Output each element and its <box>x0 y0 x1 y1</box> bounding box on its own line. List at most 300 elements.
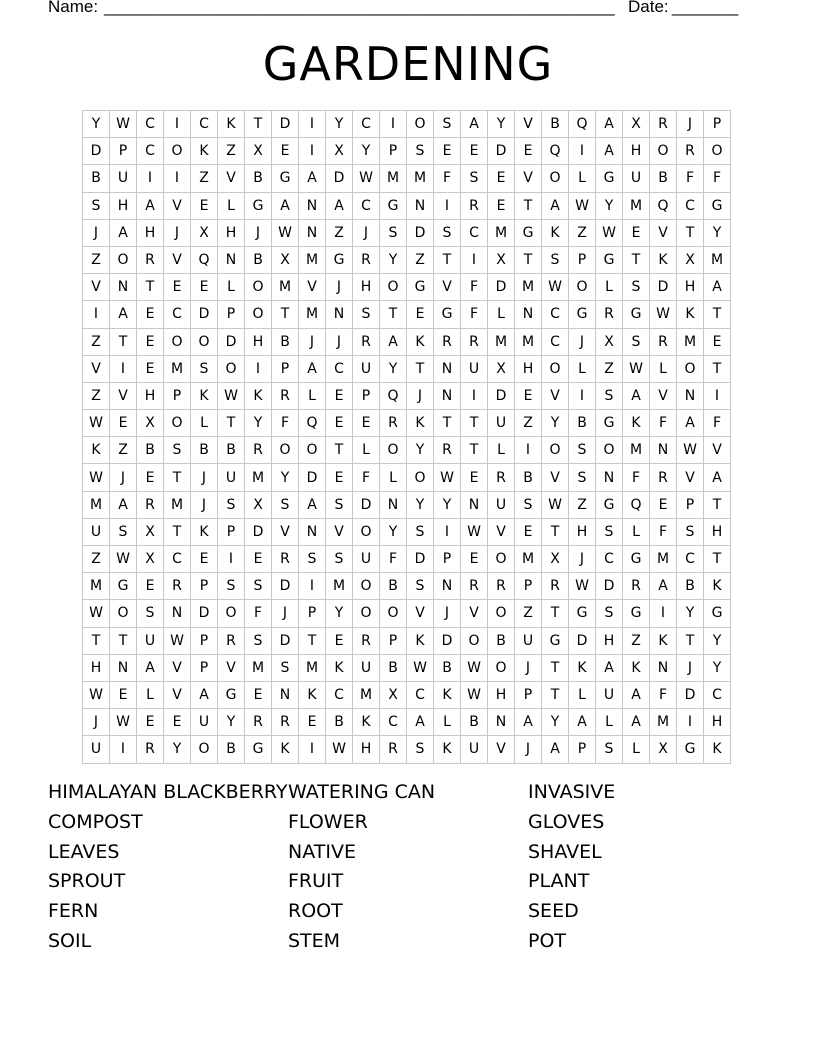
grid-cell: J <box>299 329 326 356</box>
grid-cell: W <box>110 709 137 736</box>
grid-cell: R <box>245 709 272 736</box>
grid-cell: A <box>677 410 704 437</box>
grid-cell: Z <box>110 437 137 464</box>
grid-cell: X <box>245 492 272 519</box>
grid-cell: E <box>326 383 353 410</box>
grid-cell: H <box>353 274 380 301</box>
grid-cell: G <box>542 628 569 655</box>
grid-cell: I <box>137 165 164 192</box>
grid-cell: M <box>407 165 434 192</box>
grid-cell: Y <box>596 193 623 220</box>
grid-cell: L <box>569 356 596 383</box>
word-list-item: SOIL <box>48 929 92 952</box>
grid-cell: U <box>596 682 623 709</box>
grid-cell: T <box>623 247 650 274</box>
grid-cell: J <box>272 600 299 627</box>
grid-cell: K <box>272 736 299 763</box>
grid-cell: I <box>83 301 110 328</box>
grid-cell: L <box>218 274 245 301</box>
grid-cell: J <box>434 600 461 627</box>
grid-cell: Y <box>353 138 380 165</box>
grid-cell: S <box>407 573 434 600</box>
grid-cell: Z <box>623 628 650 655</box>
grid-cell: X <box>272 247 299 274</box>
grid-cell: S <box>596 736 623 763</box>
grid-cell: P <box>299 600 326 627</box>
name-blank-line: ______________________________________________________ <box>104 0 615 16</box>
grid-cell: L <box>596 274 623 301</box>
grid-cell: W <box>164 628 191 655</box>
grid-cell: M <box>299 247 326 274</box>
grid-cell: O <box>272 437 299 464</box>
grid-cell: B <box>380 573 407 600</box>
grid-cell: V <box>164 655 191 682</box>
grid-cell: G <box>596 165 623 192</box>
grid-cell: N <box>110 274 137 301</box>
grid-cell: S <box>623 329 650 356</box>
grid-cell: E <box>191 546 218 573</box>
grid-cell: A <box>110 301 137 328</box>
grid-cell: A <box>137 655 164 682</box>
grid-cell: S <box>434 111 461 138</box>
grid-cell: U <box>461 736 488 763</box>
grid-cell: B <box>515 464 542 491</box>
grid-cell: X <box>488 356 515 383</box>
word-list-item: STEM <box>288 929 341 952</box>
grid-cell: Y <box>677 600 704 627</box>
grid-cell: E <box>164 274 191 301</box>
grid-cell: D <box>596 573 623 600</box>
grid-cell: B <box>461 709 488 736</box>
grid-cell: S <box>542 247 569 274</box>
grid-cell: F <box>650 519 677 546</box>
grid-cell: T <box>272 301 299 328</box>
grid-cell: S <box>218 573 245 600</box>
grid-cell: H <box>137 383 164 410</box>
grid-cell: V <box>704 437 731 464</box>
grid-cell: M <box>515 329 542 356</box>
grid-cell: S <box>110 519 137 546</box>
name-label: Name: <box>48 0 99 16</box>
grid-cell: M <box>299 655 326 682</box>
grid-cell: M <box>83 573 110 600</box>
grid-cell: T <box>326 437 353 464</box>
grid-cell: O <box>461 628 488 655</box>
grid-cell: A <box>110 492 137 519</box>
grid-cell: E <box>137 356 164 383</box>
grid-cell: Q <box>191 247 218 274</box>
grid-cell: R <box>623 573 650 600</box>
grid-cell: R <box>353 247 380 274</box>
grid-cell: N <box>650 655 677 682</box>
grid-cell: D <box>326 165 353 192</box>
grid-cell: C <box>164 546 191 573</box>
grid-cell: K <box>407 628 434 655</box>
grid-cell: T <box>434 247 461 274</box>
grid-cell: I <box>110 356 137 383</box>
grid-cell: J <box>515 736 542 763</box>
grid-cell: F <box>380 546 407 573</box>
grid-cell: Z <box>83 329 110 356</box>
grid-cell: S <box>137 600 164 627</box>
grid-cell: Y <box>272 464 299 491</box>
grid-cell: Y <box>326 111 353 138</box>
grid-cell: O <box>380 600 407 627</box>
grid-cell: R <box>137 736 164 763</box>
grid-cell: C <box>137 111 164 138</box>
grid-cell: T <box>677 628 704 655</box>
grid-cell: S <box>596 383 623 410</box>
grid-cell: N <box>326 301 353 328</box>
grid-cell: G <box>677 736 704 763</box>
grid-cell: B <box>542 111 569 138</box>
grid-cell: J <box>83 220 110 247</box>
grid-cell: T <box>164 464 191 491</box>
grid-cell: E <box>272 138 299 165</box>
grid-cell: H <box>704 709 731 736</box>
grid-cell: R <box>488 464 515 491</box>
grid-cell: V <box>650 220 677 247</box>
grid-cell: U <box>353 546 380 573</box>
grid-cell: V <box>272 519 299 546</box>
grid-cell: K <box>677 301 704 328</box>
grid-cell: T <box>245 111 272 138</box>
grid-cell: O <box>299 437 326 464</box>
grid-cell: I <box>434 193 461 220</box>
grid-cell: I <box>704 383 731 410</box>
grid-cell: T <box>299 628 326 655</box>
grid-cell: E <box>110 682 137 709</box>
grid-cell: Y <box>380 519 407 546</box>
grid-cell: X <box>677 247 704 274</box>
grid-cell: R <box>272 709 299 736</box>
grid-cell: T <box>461 437 488 464</box>
grid-cell: W <box>326 736 353 763</box>
grid-cell: R <box>650 464 677 491</box>
grid-cell: E <box>623 220 650 247</box>
grid-cell: W <box>218 383 245 410</box>
grid-cell: Z <box>596 356 623 383</box>
grid-cell: O <box>542 437 569 464</box>
grid-cell: V <box>488 519 515 546</box>
grid-cell: Y <box>380 247 407 274</box>
grid-cell: O <box>650 138 677 165</box>
grid-cell: I <box>380 111 407 138</box>
grid-cell: K <box>704 736 731 763</box>
grid-cell: S <box>272 655 299 682</box>
grid-cell: A <box>542 193 569 220</box>
grid-cell: Y <box>407 492 434 519</box>
word-search-grid <box>82 110 731 764</box>
grid-cell: E <box>137 301 164 328</box>
grid-cell: E <box>515 383 542 410</box>
grid-cell: V <box>218 165 245 192</box>
grid-cell: T <box>380 301 407 328</box>
grid-cell: D <box>299 464 326 491</box>
grid-cell: O <box>164 410 191 437</box>
grid-cell: K <box>245 383 272 410</box>
grid-cell: K <box>299 682 326 709</box>
grid-cell: D <box>272 628 299 655</box>
grid-cell: R <box>596 301 623 328</box>
grid-cell: M <box>83 492 110 519</box>
grid-cell: I <box>515 437 542 464</box>
grid-cell: G <box>434 301 461 328</box>
grid-cell: K <box>218 111 245 138</box>
grid-cell: B <box>191 437 218 464</box>
grid-cell: B <box>650 165 677 192</box>
grid-cell: N <box>596 464 623 491</box>
grid-cell: O <box>164 329 191 356</box>
grid-cell: C <box>542 301 569 328</box>
grid-cell: R <box>434 437 461 464</box>
grid-cell: Y <box>542 709 569 736</box>
grid-cell: S <box>218 492 245 519</box>
grid-cell: N <box>272 682 299 709</box>
grid-cell: E <box>353 410 380 437</box>
grid-cell: J <box>569 329 596 356</box>
grid-cell: X <box>380 682 407 709</box>
grid-cell: R <box>677 138 704 165</box>
word-list-item: FERN <box>48 900 99 923</box>
grid-cell: S <box>407 736 434 763</box>
grid-cell: H <box>569 519 596 546</box>
grid-cell: O <box>218 600 245 627</box>
grid-cell: L <box>488 301 515 328</box>
grid-cell: X <box>488 247 515 274</box>
grid-cell: R <box>353 628 380 655</box>
grid-cell: J <box>353 220 380 247</box>
grid-cell: O <box>569 274 596 301</box>
grid-cell: G <box>704 600 731 627</box>
grid-cell: V <box>650 383 677 410</box>
grid-cell: R <box>542 573 569 600</box>
grid-cell: S <box>83 193 110 220</box>
grid-cell: O <box>380 274 407 301</box>
grid-cell: B <box>137 437 164 464</box>
grid-cell: K <box>704 573 731 600</box>
grid-cell: J <box>677 111 704 138</box>
grid-cell: H <box>137 220 164 247</box>
grid-cell: E <box>137 573 164 600</box>
grid-cell: S <box>245 628 272 655</box>
grid-cell: J <box>326 274 353 301</box>
grid-cell: B <box>326 709 353 736</box>
grid-cell: C <box>191 111 218 138</box>
word-list-item: SPROUT <box>48 870 126 893</box>
grid-cell: R <box>650 111 677 138</box>
grid-cell: S <box>191 356 218 383</box>
grid-cell: U <box>353 356 380 383</box>
grid-cell: R <box>353 329 380 356</box>
grid-cell: N <box>299 193 326 220</box>
grid-cell: W <box>596 220 623 247</box>
grid-cell: O <box>488 546 515 573</box>
grid-cell: V <box>461 600 488 627</box>
grid-cell: G <box>596 492 623 519</box>
grid-cell: Z <box>569 492 596 519</box>
grid-cell: N <box>515 301 542 328</box>
grid-cell: C <box>137 138 164 165</box>
grid-cell: P <box>272 356 299 383</box>
grid-cell: L <box>434 709 461 736</box>
grid-cell: F <box>245 600 272 627</box>
grid-cell: H <box>245 329 272 356</box>
grid-cell: P <box>191 655 218 682</box>
grid-cell: A <box>299 492 326 519</box>
grid-cell: Z <box>515 600 542 627</box>
grid-cell: K <box>623 655 650 682</box>
grid-cell: V <box>164 247 191 274</box>
grid-cell: K <box>191 138 218 165</box>
grid-cell: I <box>569 383 596 410</box>
grid-cell: G <box>218 682 245 709</box>
grid-cell: C <box>677 546 704 573</box>
grid-cell: O <box>596 437 623 464</box>
grid-cell: D <box>569 628 596 655</box>
grid-cell: W <box>650 301 677 328</box>
grid-cell: A <box>704 274 731 301</box>
header <box>48 0 748 19</box>
grid-cell: Y <box>704 628 731 655</box>
grid-cell: E <box>488 193 515 220</box>
grid-cell: K <box>407 329 434 356</box>
grid-cell: M <box>650 546 677 573</box>
grid-cell: F <box>461 274 488 301</box>
word-list-item: HIMALAYAN BLACKBERRY <box>48 781 288 803</box>
grid-cell: E <box>164 709 191 736</box>
grid-cell: I <box>677 709 704 736</box>
grid-cell: D <box>272 111 299 138</box>
grid-cell: D <box>353 492 380 519</box>
grid-cell: X <box>326 138 353 165</box>
grid-cell: C <box>326 682 353 709</box>
grid-cell: N <box>299 220 326 247</box>
grid-cell: K <box>542 220 569 247</box>
grid-cell: K <box>83 437 110 464</box>
grid-cell: E <box>137 709 164 736</box>
grid-cell: I <box>110 736 137 763</box>
grid-cell: V <box>83 274 110 301</box>
grid-cell: U <box>488 492 515 519</box>
grid-cell: J <box>191 492 218 519</box>
grid-cell: V <box>542 383 569 410</box>
grid-cell: O <box>380 437 407 464</box>
grid-cell: R <box>245 437 272 464</box>
grid-cell: E <box>326 464 353 491</box>
grid-cell: U <box>110 165 137 192</box>
grid-cell: Z <box>83 546 110 573</box>
grid-cell: Y <box>218 709 245 736</box>
grid-cell: N <box>110 655 137 682</box>
grid-cell: E <box>326 410 353 437</box>
grid-cell: V <box>299 274 326 301</box>
grid-cell: I <box>299 138 326 165</box>
grid-cell: H <box>704 519 731 546</box>
grid-cell: D <box>83 138 110 165</box>
grid-cell: R <box>272 383 299 410</box>
word-list-item: FRUIT <box>288 870 344 893</box>
grid-cell: I <box>164 111 191 138</box>
grid-cell: G <box>623 546 650 573</box>
grid-cell: X <box>245 138 272 165</box>
grid-cell: W <box>110 111 137 138</box>
grid-cell: I <box>461 247 488 274</box>
grid-cell: X <box>137 519 164 546</box>
word-list-item: NATIVE <box>288 840 356 863</box>
grid-cell: P <box>191 628 218 655</box>
grid-cell: Z <box>191 165 218 192</box>
grid-cell: M <box>299 301 326 328</box>
grid-cell: L <box>623 519 650 546</box>
grid-cell: W <box>461 655 488 682</box>
grid-cell: S <box>245 573 272 600</box>
grid-cell: Y <box>83 111 110 138</box>
grid-cell: V <box>326 519 353 546</box>
grid-cell: W <box>434 464 461 491</box>
grid-cell: M <box>650 709 677 736</box>
grid-cell: E <box>326 628 353 655</box>
grid-cell: S <box>326 492 353 519</box>
grid-cell: H <box>110 193 137 220</box>
grid-cell: C <box>596 546 623 573</box>
grid-cell: D <box>407 546 434 573</box>
word-list-item: LEAVES <box>48 840 120 863</box>
grid-cell: P <box>677 492 704 519</box>
grid-cell: S <box>596 519 623 546</box>
grid-cell: B <box>677 573 704 600</box>
grid-cell: V <box>434 274 461 301</box>
grid-cell: F <box>677 165 704 192</box>
grid-cell: M <box>677 329 704 356</box>
grid-cell: G <box>380 193 407 220</box>
grid-cell: A <box>191 682 218 709</box>
grid-cell: D <box>488 138 515 165</box>
grid-cell: X <box>137 410 164 437</box>
grid-cell: Y <box>488 111 515 138</box>
grid-cell: G <box>704 193 731 220</box>
grid-cell: T <box>542 682 569 709</box>
word-list <box>48 778 768 957</box>
grid-cell: S <box>596 600 623 627</box>
grid-cell: O <box>488 600 515 627</box>
date-label: Date: <box>628 0 669 16</box>
grid-cell: O <box>704 138 731 165</box>
grid-cell: I <box>299 736 326 763</box>
grid-cell: T <box>542 600 569 627</box>
grid-cell: Z <box>83 383 110 410</box>
grid-cell: V <box>83 356 110 383</box>
grid-cell: W <box>461 519 488 546</box>
grid-cell: M <box>353 682 380 709</box>
grid-cell: J <box>569 546 596 573</box>
grid-cell: X <box>650 736 677 763</box>
grid-cell: M <box>245 655 272 682</box>
grid-cell: U <box>515 628 542 655</box>
grid-cell: E <box>515 138 542 165</box>
grid-cell: F <box>704 410 731 437</box>
grid-cell: E <box>137 329 164 356</box>
grid-cell: F <box>704 165 731 192</box>
grid-cell: W <box>353 165 380 192</box>
grid-cell: G <box>623 301 650 328</box>
grid-cell: Y <box>704 655 731 682</box>
grid-cell: M <box>623 437 650 464</box>
grid-cell: J <box>191 464 218 491</box>
grid-cell: G <box>245 193 272 220</box>
grid-cell: B <box>380 655 407 682</box>
grid-cell: W <box>83 682 110 709</box>
